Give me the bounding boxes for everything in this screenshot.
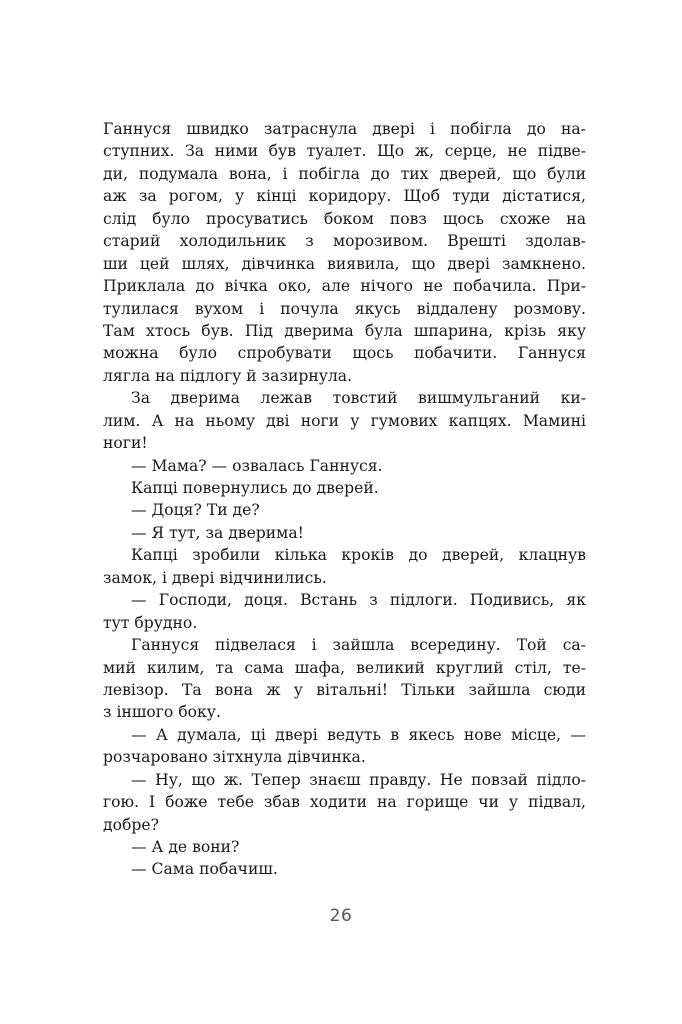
page-number: 26 [329, 906, 353, 926]
text-line: лим. А на ньому дві ноги у гумових капцях. Мамині [103, 411, 586, 430]
text-line: розчаровано зітхнула дівчинка. [103, 748, 366, 767]
text-line: левізор. Та вона ж у вітальні! Тільки зайшла сюди [103, 680, 586, 699]
text-line: ши цей шлях, дівчинка виявила, що двері замкнено. [103, 254, 586, 273]
text-line: — Ну, що ж. Тепер знаєш правду. Не повзай підло- [131, 770, 586, 789]
text-line: добре? [103, 815, 159, 834]
text-line: ноги! [103, 434, 148, 453]
text-line: замок, і двері відчинились. [103, 568, 327, 587]
text-line: гою. І боже тебе збав ходити на горище чи у підвал, [103, 793, 586, 812]
text-line: ступних. За ними був туалет. Що ж, серце, не підве- [103, 142, 586, 161]
text-line: Там хтось був. Під дверима була шпарина, крізь яку [103, 321, 586, 340]
text-line: — Мама? — озвалась Ганнуся. [131, 456, 383, 475]
body-text [103, 118, 586, 881]
text-line: Приклала до вічка око, але нічого не побачила. При- [103, 277, 586, 296]
text-line: — Доця? Ти де? [131, 501, 260, 520]
text-line: Капці зробили кілька кроків до дверей, клацнув [131, 546, 586, 565]
text-line: — Я тут, за дверима! [131, 523, 304, 542]
text-line: з іншого боку. [103, 703, 221, 722]
text-line: — А думала, ці двері ведуть в якесь нове місце, — [131, 725, 586, 744]
text-line: можна було спробувати щось побачити. Ганнуся [103, 344, 586, 363]
text-line: Ганнуся швидко затраснула двері і побігла до на- [103, 120, 586, 138]
text-line: За дверима лежав товстий вишмульганий ки- [131, 389, 586, 408]
text-line: Ганнуся підвелася і зайшла всередину. Той са- [131, 636, 586, 655]
text-line: лягла на підлогу й зазирнула. [103, 366, 353, 385]
text-line: тулилася вухом і почула якусь віддалену розмову. [103, 299, 586, 318]
text-line: аж за рогом, у кінці коридору. Щоб туди дістатися, [103, 187, 586, 206]
text-line: мий килим, та сама шафа, великий круглий стіл, те- [103, 658, 586, 677]
text-line: слід було просуватись боком повз щось схоже на [103, 209, 586, 228]
text-line: Капці повернулись до дверей. [131, 479, 379, 497]
text-line: — А де вони? [131, 838, 240, 856]
text-line: — Господи, доця. Встань з підлоги. Подивись, як [131, 591, 586, 610]
text-line: — Сама побачиш. [131, 860, 278, 879]
text-line: тут брудно. [103, 613, 198, 632]
text-line: ди, подумала вона, і побігла до тих дверей, що були [103, 164, 586, 183]
text-line: старий холодильник з морозивом. Врешті здолав- [103, 232, 586, 251]
